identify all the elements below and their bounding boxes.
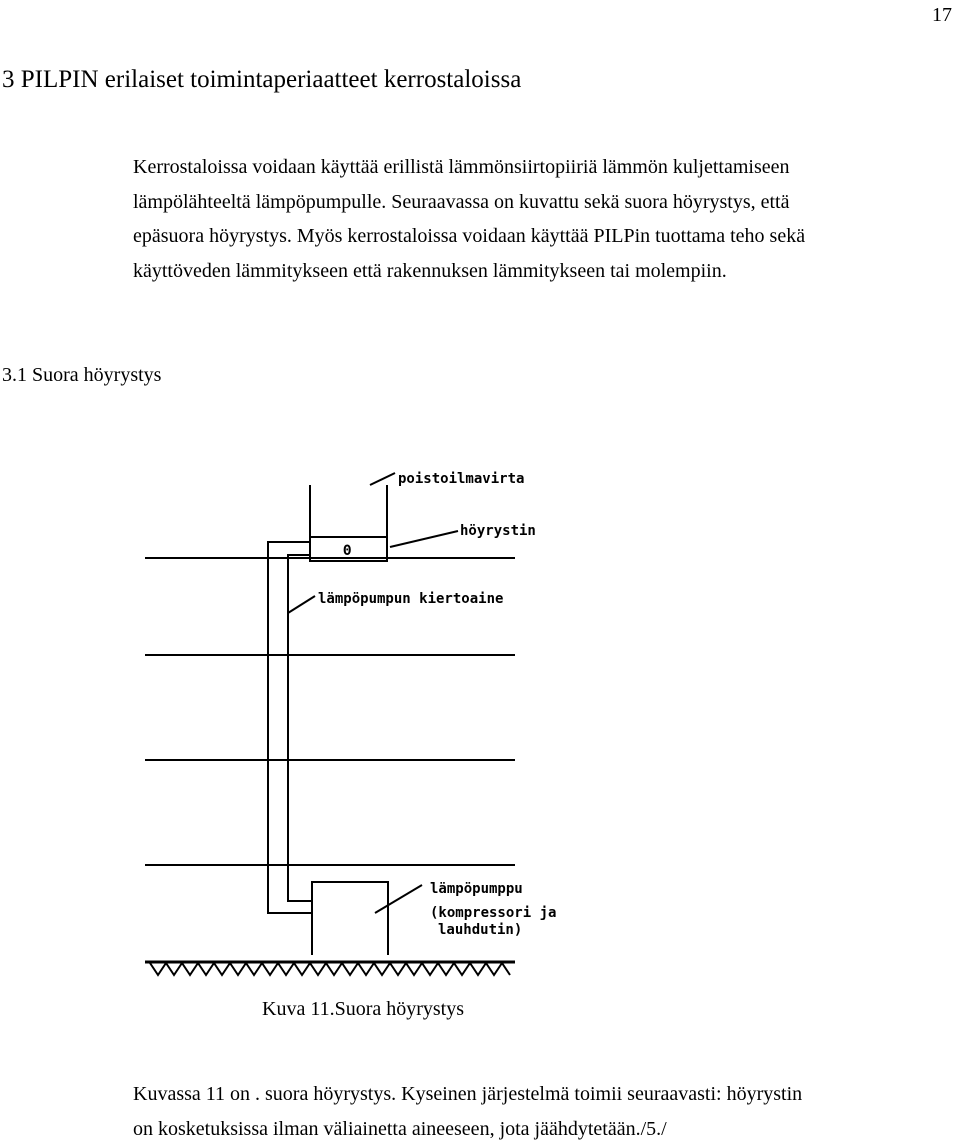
refrigerant-pipe-outer bbox=[268, 542, 312, 913]
leader-exhaust bbox=[370, 473, 395, 485]
heat-pump-box bbox=[312, 882, 388, 955]
label-evaporator: höyrystin bbox=[460, 523, 536, 539]
intro-paragraph bbox=[133, 150, 948, 288]
body-line: Kuvassa 11 on . suora höyrystys. Kyseinen järjestelmä toimii seuraavasti: höyrystin bbox=[133, 1083, 803, 1105]
label-heatpump-detail: lauhdutin) bbox=[438, 922, 523, 938]
intro-line: lämpölähteeltä lämpöpumpulle. Seuraavassa on kuvattu sekä suora höyrystys, että bbox=[133, 190, 790, 213]
leader-heatpump bbox=[375, 885, 422, 913]
leader-circulant bbox=[288, 596, 315, 613]
label-circulant: lämpöpumpun kiertoaine bbox=[318, 591, 504, 607]
intro-line: Kerrostaloissa voidaan käyttää erillistä lämmönsiirtopiiriä lämmön kuljettamiseen bbox=[133, 156, 790, 178]
figure-caption: Kuva 11.Suora höyrystys bbox=[262, 998, 465, 1020]
page-number: 17 bbox=[932, 4, 952, 26]
intro-line: käyttöveden lämmitykseen että rakennuksen lämmitykseen tai molempiin. bbox=[133, 259, 727, 282]
body-line: on kosketuksissa ilman väliainetta aineeseen, jota jäähdytetään./5./ bbox=[133, 1117, 667, 1140]
ground-hatch bbox=[150, 963, 510, 975]
diagram-svg bbox=[140, 455, 600, 985]
label-heatpump-detail: (kompressori ja bbox=[430, 905, 557, 921]
intro-line: epäsuora höyrystys. Myös kerrostaloissa voidaan käyttää PILPin tuottama teho sekä bbox=[133, 225, 806, 247]
direct-evaporation-diagram bbox=[140, 455, 600, 985]
body-paragraph bbox=[133, 1077, 948, 1146]
refrigerant-pipe-inner bbox=[288, 555, 312, 901]
label-heatpump: lämpöpumppu bbox=[430, 881, 523, 897]
leader-evaporator bbox=[390, 531, 458, 547]
section-heading: 3 PILPIN erilaiset toimintaperiaatteet kerrostaloissa bbox=[2, 66, 522, 93]
label-exhaust: poistoilmavirta bbox=[398, 471, 525, 487]
evaporator-symbol: Θ bbox=[343, 543, 352, 559]
subsection-heading: 3.1 Suora höyrystys bbox=[2, 364, 162, 386]
